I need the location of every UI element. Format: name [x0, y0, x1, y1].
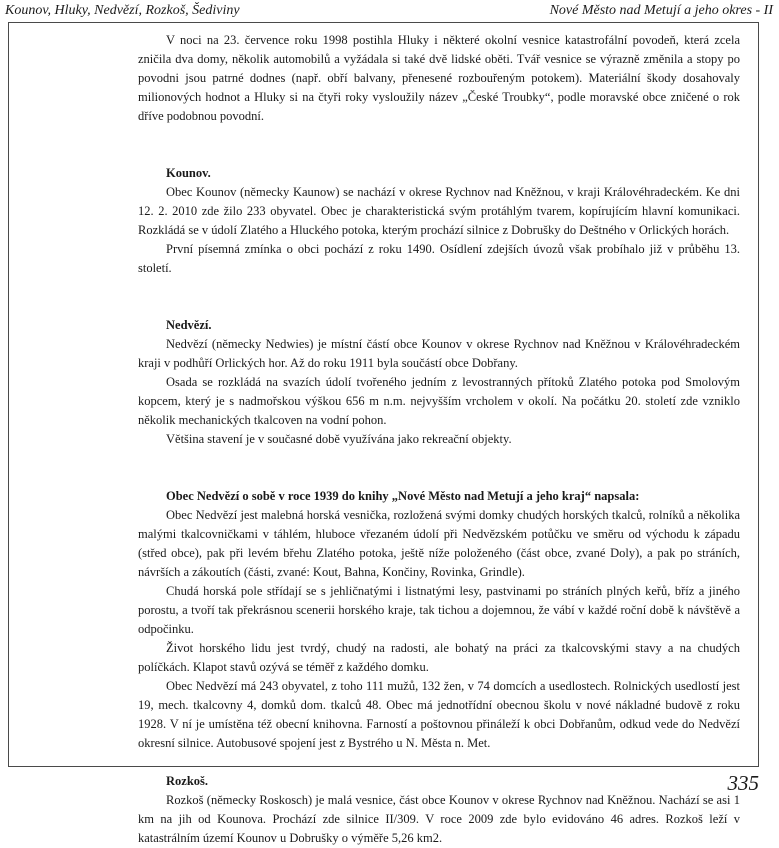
nedvezi-paragraph-2: Osada se rozkládá na svazích údolí tvořeného jedním z levostranných přítoků Zlatého potoka pod Smolovým kopcem, který je s nadmořskou výškou 656 m n.m. nejvyšším vrcholem v okolí. Na počátku 20. století zde vzniklo několik mechanických tkalcoven na vodní pohon. — [138, 375, 740, 427]
quote-paragraph-4: Obec Nedvězí má 243 obyvatel, z toho 111 mužů, 132 žen, v 74 domcích a usedlostech. Rolnických usedlostí jest 19, mech. tkalcovny 4, domků dom. tkalců 48. Obec má jednotřídní obecnou školu v nové nákladné budově z roku 1928. V ní je umístěna též obecní knihovna. Farností a poštovnou přináleží k obci Dobřanům, odkud vede do Nedvězí okresní silnice. Autobusové spojení jest z Bystrého u N. Města n. Met. — [138, 679, 740, 750]
section-heading-kounov: Kounov. — [166, 166, 211, 180]
nedvezi-paragraph-1: Nedvězí (německy Nedwies) je místní částí obce Kounov v okrese Rychnov nad Kněžnou v Královéhradeckém kraji v podhůří Orlických hor. Až do roku 1911 byla součástí obce Dobřany. — [138, 337, 740, 370]
header-left-title: Kounov, Hluky, Nedvězí, Rozkoš, Šediviny — [5, 3, 240, 18]
header-right-title: Nové Město nad Metují a jeho okres - II — [549, 3, 773, 18]
section-spacer — [138, 126, 740, 164]
section-spacer — [138, 278, 740, 316]
section-heading-rozkos: Rozkoš. — [166, 774, 209, 788]
kounov-paragraph-1: Obec Kounov (německy Kaunow) se nachází v okrese Rychnov nad Kněžnou, v kraji Královéhradeckém. Ke dni 12. 2. 2010 zde žilo 233 obyvatel. Obec je charakteristická svým protáhlým tvarem, kopírujícím hlavní komunikaci. Rozkládá se v údolí Zlatého a Hluckého potoka, kterým prochází silnice z Dobrušky do Deštného v Orlických horách. — [138, 185, 740, 237]
kounov-paragraph-2: První písemná zmínka o obci pochází z roku 1490. Osídlení zdejších úvozů však probíhalo již v průběhu 13. století. — [138, 242, 740, 275]
running-header — [5, 2, 773, 20]
page-content — [138, 31, 740, 848]
section-spacer — [138, 753, 740, 772]
quote-paragraph-1: Obec Nedvězí jest malebná horská vesnička, rozložená svými domky chudých horských tkalců, rolníků a několika malými tkalcovničkami v táhlém, hluboce vřezaném údolí při Nedvězském potůčku ve směru od východu k západu (střed obce), pak při levém břehu Zlatého potoka, ještě níže položeného (část obce, zvané Doly), a pak po stráních, návrších a zákoutích (části, zvané: Kout, Bahna, Končiny, Rovinka, Grindle). — [138, 508, 740, 579]
page-number: 335 — [727, 771, 759, 795]
nedvezi-paragraph-3: Většina stavení je v současné době využívána jako rekreační objekty. — [166, 432, 512, 446]
quote-paragraph-3: Život horského lidu jest tvrdý, chudý na radosti, ale bohatý na práci za tkalcovskými stavy a na chudých políčkách. Klapot stavů ozývá se téměř z každého domku. — [138, 641, 740, 674]
quote-paragraph-2: Chudá horská pole střídají se s jehličnatými i listnatými lesy, pastvinami po stráních plných keřů, bříz a jiného porostu, a tvoří tak překrásnou scenerii horského kraje, tak tichou a dojemnou, že vábí v každé roční době k návštěvě a odpočinku. — [138, 584, 740, 636]
section-heading-nedvezi: Nedvězí. — [166, 318, 212, 332]
section-heading-quote: Obec Nedvězí o sobě v roce 1939 do knihy „Nové Město nad Metují a jeho kraj“ napsala: — [166, 489, 640, 503]
section-spacer — [138, 449, 740, 487]
rozkos-paragraph-1: Rozkoš (německy Roskosch) je malá vesnice, část obce Kounov v okrese Rychnov nad Kněžnou. Nachází se asi 1 km na jih od Kounova. Prochází zde silnice II/309. V roce 2009 zde bylo evidováno 46 adres. Rozkoš leží v katastrálním území Kounov u Dobrušky o výměře 5,26 km2. — [138, 793, 740, 845]
intro-paragraph: V noci na 23. července roku 1998 postihla Hluky i některé okolní vesnice katastrofální povodeň, která zcela zničila dva domy, několik automobilů a vyžádala si také dvě lidské oběti. Tvář vesnice se výrazně změnila a stopy po povodni jsou patrné dodnes (např. obří balvany, přenesené rozbouřeným potokem). Materiální škody dosahovaly milionových hodnot a Hluky si na čtyři roky vysloužily název „České Troubky“, podle moravské obce zničené o rok dříve podobnou povodní. — [138, 33, 740, 123]
